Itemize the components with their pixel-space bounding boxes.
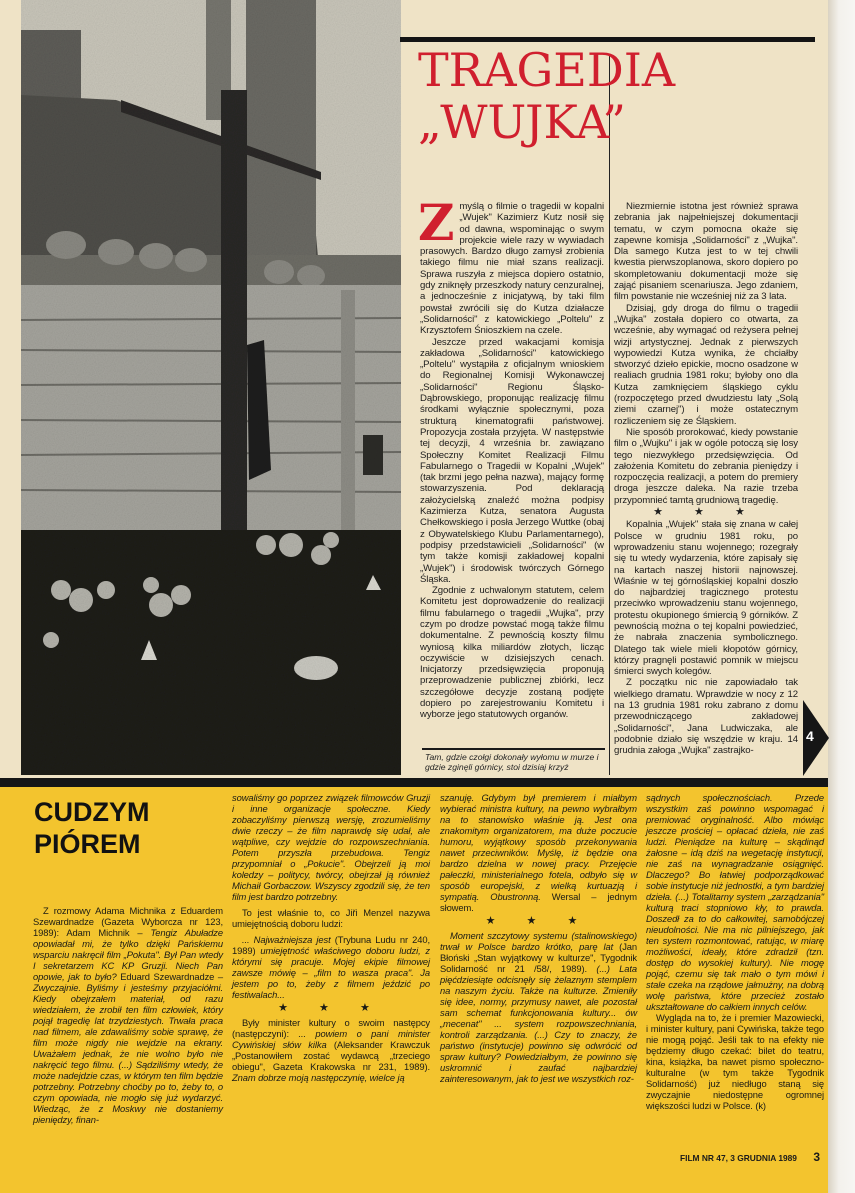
sidebar-paragraph: Były minister kultury o swoim następcy (następczyni): ... powiem o pani minister Cywińskiej słów kilka (Aleksander Krawczuk „Postanowiłem zostać wydawcą „trzeciego obiegu", Gazeta Krakowska nr 231, 1989). Znam dobrze moją następczynię, wielce ją [232,1017,430,1083]
section-separator-stars: ★ ★ ★ [485,915,592,927]
article-paragraph: Kopalnia „Wujek" stała się znana w całej Polsce w grudniu 1981 roku, po wprowadzeniu stanu wojennego; rozegrały się tu wtedy wydarzenia, które zapisały się na kartach naszej historii najnowszej. Właśnie w tej górnośląskiej kopalni doszło do najbardziej tragicznego protestu przeciwko wprowadzeniu stanu wojennego, protestu okupionego śmiercią 9 górników. Z pewnością można o tej kopalni powiedzieć, że nabrała znaczenia symbolicznego. Dlatego tak wiele mieli kłopotów górnicy, którzy pragnęli postawić pomnik w miejscu śmierci swych kolegów. [614,519,798,678]
sidebar-paragraph: sądnych społecznościach. Przede wszystkim zaś powinno wspomagać i premiować oryginalność. Albo mówiąc jeszcze prościej – opłacać dzieła, nie zaś ludzi. Pieniądze na kulturę – skądinąd żałosne – idą dziś na wegetację instytucji, nie zaś na wynagradzanie osiągnięć. Dlaczego? Bo łatwiej podporządkować sobie instytucje niż jednostki, a tym bardziej dzieła. (...) Totalitarny system „zarządzania" kulturą traci stopniowo kły, to prawda. Doszedł za to do całkowitej, samobójczej nieudolności. Nie ma nic pilniejszego, jak ten system rozmontować, ratując, w miarę możliwości, ideały, które zdradził (tzn. dostęp do wysokiej kultury). Nie mogę pojąć, czemu się tak mało o tym mówi i stale czeka na rządowe jałmużny, na dobrą wolę państwa, które przecież zostało ukształtowane do całkiem innych celów. [646,792,824,1012]
sidebar-paragraph: Z rozmowy Adama Michnika z Eduardem Szewardnadze (Gazeta Wyborcza nr 123, 1989): Adam Michnik – Tengiz Abuładze opowiadał mi, że tylko dzięki Pańskiemu wsparciu nakręcił film „Pokuta". Był Pan wtedy I sekretarzem KC KP Gruzji. Niech Pan opowie, jak to było? Eduard Szewardnadze – Zwyczajnie. Byliśmy i jesteśmy przyjaciółmi. Kiedy obejrzałem materiał, od razu wiedziałem, że zrobił ten film człowiek, który pojął tragedię lat trzydziestych. Trwała praca nad filmem, ale zdawaliśmy sobie sprawę, że film może nigdy nie wejdzie na ekrany. Uważałem jednak, że nie wolno było nie nakręcić tego filmu. (...) Sądziliśmy wtedy, że może nadejdzie czas, w którym ten film będzie potrzebny. Potrzebny choćby po to, żeby to, o czym opowiada, nie mogło się już wydarzyć. Wiedząc, że z Moskwy nie dostaniemy pieniędzy, finan- [33,905,224,1125]
sidebar-column-4 [646,792,824,1111]
sidebar-paragraph: Moment szczytowy systemu (stalinowskiego) trwał w Polsce bardzo krótko, parę lat (Jan Błoński „Stan wyjątkowy w kulturze", Tygodnik Solidarność nr 21 /58/, 1989). (...) Lata pięćdziesiąte odcisnęły się żelaznym stemplem na naszym życiu. Także na kulturze. Zmieniły się idee, normy, przymusy nawet, ale pozostał sam schemat funkcjonowania kultury... ów „mecenat" ... system rozpowszechniania, kontroli zarządzania. (...) Czy to znaczy, że państwo (instytucje) powinno się odwrócić od spraw kultury? Powiedziałbym, że powinno się uskromnić i zaufać najbardziej zainteresowanym, jak to jest we wszystkich roz- [440,930,638,1084]
section-rule [0,778,828,787]
drop-cap: Z [418,193,455,252]
sidebar-paragraph: To jest właśnie to, co Jiři Menzel nazywa umiejętnością doboru ludzi: [232,907,430,929]
candle-bowl [294,656,338,680]
section-separator-stars: ★ ★ ★ [278,1002,384,1014]
title-rule [400,37,815,42]
ground [21,530,401,775]
article-paragraph: Niezmiernie istotna jest również sprawa zebrania jak najpełniejszej dokumentacji tematu, w czym pomocna okaże się zapewne komisja „Solidarności" z „Wujka". Dla samego Kutza jest to w tej chwili kwestia pierwszoplanowa, skoro dopiero po skompletowaniu dokumentacji może się zająć pisaniem scenariusza. Jego zdaniem, film powstanie nie wcześniej niż za 3 lata. [614,201,798,303]
sidebar-title [34,796,214,860]
photo-illustration [21,0,401,775]
caption-rule [422,748,605,750]
page-edge-shadow [828,0,855,1193]
column-divider [609,55,610,775]
sidebar-column-2 [232,792,430,1083]
section-separator-stars: ★ ★ ★ [653,506,759,519]
article-paragraph: Zmyślą o filmie o tragedii w kopalni „Wujek" Kazimierz Kutz nosił się od dawna, wspominając o swym projekcie wiele razy w wywiadach prasowych. Bardzo długo zamysł zrobienia takiego filmu nie miał szans realizacji. Sprawa ruszyła z miejsca dopiero ostatnio, gdy zniknęły przeszkody natury cenzuralnej, a jednocześnie z inicjatywą, by taki film powstał zwrócili się do Kutza działacze „Solidarności" z katowickiego „Poltelu" z Krzysztofem Śnioszkiem na czele. [418,193,604,337]
sidebar-paragraph: szanuję. Gdybym był premierem i miałbym wybierać ministra kultury, na pewno wybrałbym na to stanowisko właśnie ją. Jest ona znakomitym organizatorem, ma duże poczucie humoru, wyjątkowy sposób przekonywania nawet przeciwników. Myślę, iż będzie ona bardzo dzielna w nowej pracy. Przejęcie pałeczki, ministerialnego fotela, odbyło się w sposób europejski, z wielką kurtuazją i sympatią. Obustronną. Wersal – jednym słowem. [440,792,637,913]
article-paragraph: Zgodnie z uchwalonym statutem, celem Komitetu jest doprowadzenie do realizacji filmu fabularnego o tragedii „Wujka", przy czym po drodze powstać mogą także filmu dokumentalne. Z pewnością koszty filmu wyniosą kilka miliardów złotych, licząc oczywiście w dzisiejszych cenach. Inicjatorzy przedsięwzięcia proponują przeprowadzenie publicznej zbiórki, lecz szczegółowe decyzje zostaną podjęte dopiero po zarejestrowaniu Komitetu i wyborze jego statutowych organów. [420,585,604,721]
cross-post [221,90,247,560]
chimney [246,0,316,290]
article-title [418,44,798,148]
wall-box [363,435,383,475]
wall-pillar [341,290,355,530]
article-paragraph: Z początku nic nie zapowiadało tak wielkiego dramatu. Wprawdzie w nocy z 12 na 13 grudnia 1981 roku zabrano z domu przewodniczącego zakładowej „Solidarności", Jana Ludwiczaka, ale podobnie działo się wszędzie w kraju. 14 grudnia załoga „Wujka" zastrajko- [614,677,798,757]
sidebar-column-3 [440,792,637,1084]
article-photo [21,0,401,775]
sidebar-paragraph: sowaliśmy go poprzez związek filmowców Gruzji i inne organizacje społeczne. Kiedy zobaczyliśmy pierwszą wersję, zrozumieliśmy dwie rzeczy – że film naprawdę się udał, ale wątpliwe, czy wejdzie do rozpowszechniania. Potem przyszła przebudowa. Tengiz przypomniał o „Pokucie". Obejrzeli ją moi koledzy – politycy, twórcy, obejrzał ją również Michaił Gorbaczow. Wszyscy zgodzili się, że ten film jest bardzo potrzebny. [232,792,430,902]
title-line-1: TRAGEDIA [418,43,676,97]
title-line-2: „WUJKA” [418,95,626,149]
sidebar-paragraph: ... Najważniejsza jest (Trybuna Ludu nr 240, 1989) umiejętność właściwego doboru ludzi, z którymi się pracuje. Mojej ekipie filmowej zawsze mówię – „film to wasza praca". Ja jestem po to, żeby z filmem jeździć po festiwalach... [232,934,430,1000]
article-column-2 [614,201,798,757]
article-paragraph: Jeszcze przed wakacjami komisja zakładowa „Solidarności" katowickiego „Poltelu" wystąpiła z oficjalnym wnioskiem do Regionalnej Komisji Wykonawczej „Solidarności" Regionu Śląsko-Dąbrowskiego, proponując realizację filmu środkami wyłącznie społecznymi, poza strukturą kinematografii państwowej. Propozycja została przyjęta. W następstwie tej decyzji, 4 września br. zawiązano Społeczny Komitet Realizacji Filmu Fabularnego o Tragedii w Kopalni „Wujek" (tak brzmi jego pełna nazwa), mający formę stowarzyszenia. Pod deklaracją założycielską znaleźć można podpisy Kazimierza Kutza, senatora Augusta Chełkowskiego i posła Jerzego Wuttke (obaj z Obywatelskiego Klubu Parlamentarnego), podpisy przedstawicieli „Solidarności" (w tym także komisji zakładowej kopalni „Wujek") i środowisk twórczych Górnego Śląska. [420,336,604,585]
sidebar-paragraph: Wygląda na to, że i premier Mazowiecki, i minister kultury, pani Cywińska, także tego nie mogą pojąć. Jeśli tak to na efekty nie będziemy długo czekać: bilet do teatru, kina, książka, ba nawet pismo społeczno-kulturalne (w tym także Tygodnik Solidarność) już niedługo staną się zwyczajnie niedostępne ogromnej większości ludzi w Polsce. (k) [646,1012,824,1111]
sidebar-title-line-2: PIÓREM [34,829,141,859]
article-paragraph: Nie sposób prorokować, kiedy powstanie film o „Wujku" i jak w ogóle potoczą się losy tego niezwykłego przedsięwzięcia. Od założenia Komitetu do zebrania pieniędzy i rozpoczęcia realizacji, a potem do premiery droga jeszcze daleka. Na razie trzeba przypomnieć tamtą grudniową tragedię. [614,426,798,506]
wall-top [21,255,401,285]
sidebar-column-1 [33,905,223,1125]
sidebar-title-line-1: CUDZYM [34,797,150,827]
article-paragraph: Dzisiaj, gdy droga do filmu o tragedii „Wujka" została dopiero co otwarta, za wcześnie, aby wymagać od reżysera pełnej wizji artystycznej. Jednak z pierwszych wypowiedzi Kutza wynika, że chciałby stworzyć dzieło epickie, mocno osadzone w realiach grudnia 1981 roku; byłoby ono dla Kutza zamknięciem śląskiego cyklu (rozpoczętego przed dwudziestu laty „Solą ziemi czarnej") i może ostatecznym rozliczeniem się ze Śląskiem. [614,302,798,427]
article-column-1 [418,193,604,721]
page-footer [680,1150,820,1164]
page-number: 3 [813,1150,820,1164]
continued-page-number: 4 [806,728,814,744]
issue-info: FILM NR 47, 3 GRUDNIA 1989 [680,1153,797,1163]
photo-caption: Tam, gdzie czołgi dokonały wyłomu w murze i gdzie zginęli górnicy, stoi dzisiaj krzyż [425,752,599,773]
